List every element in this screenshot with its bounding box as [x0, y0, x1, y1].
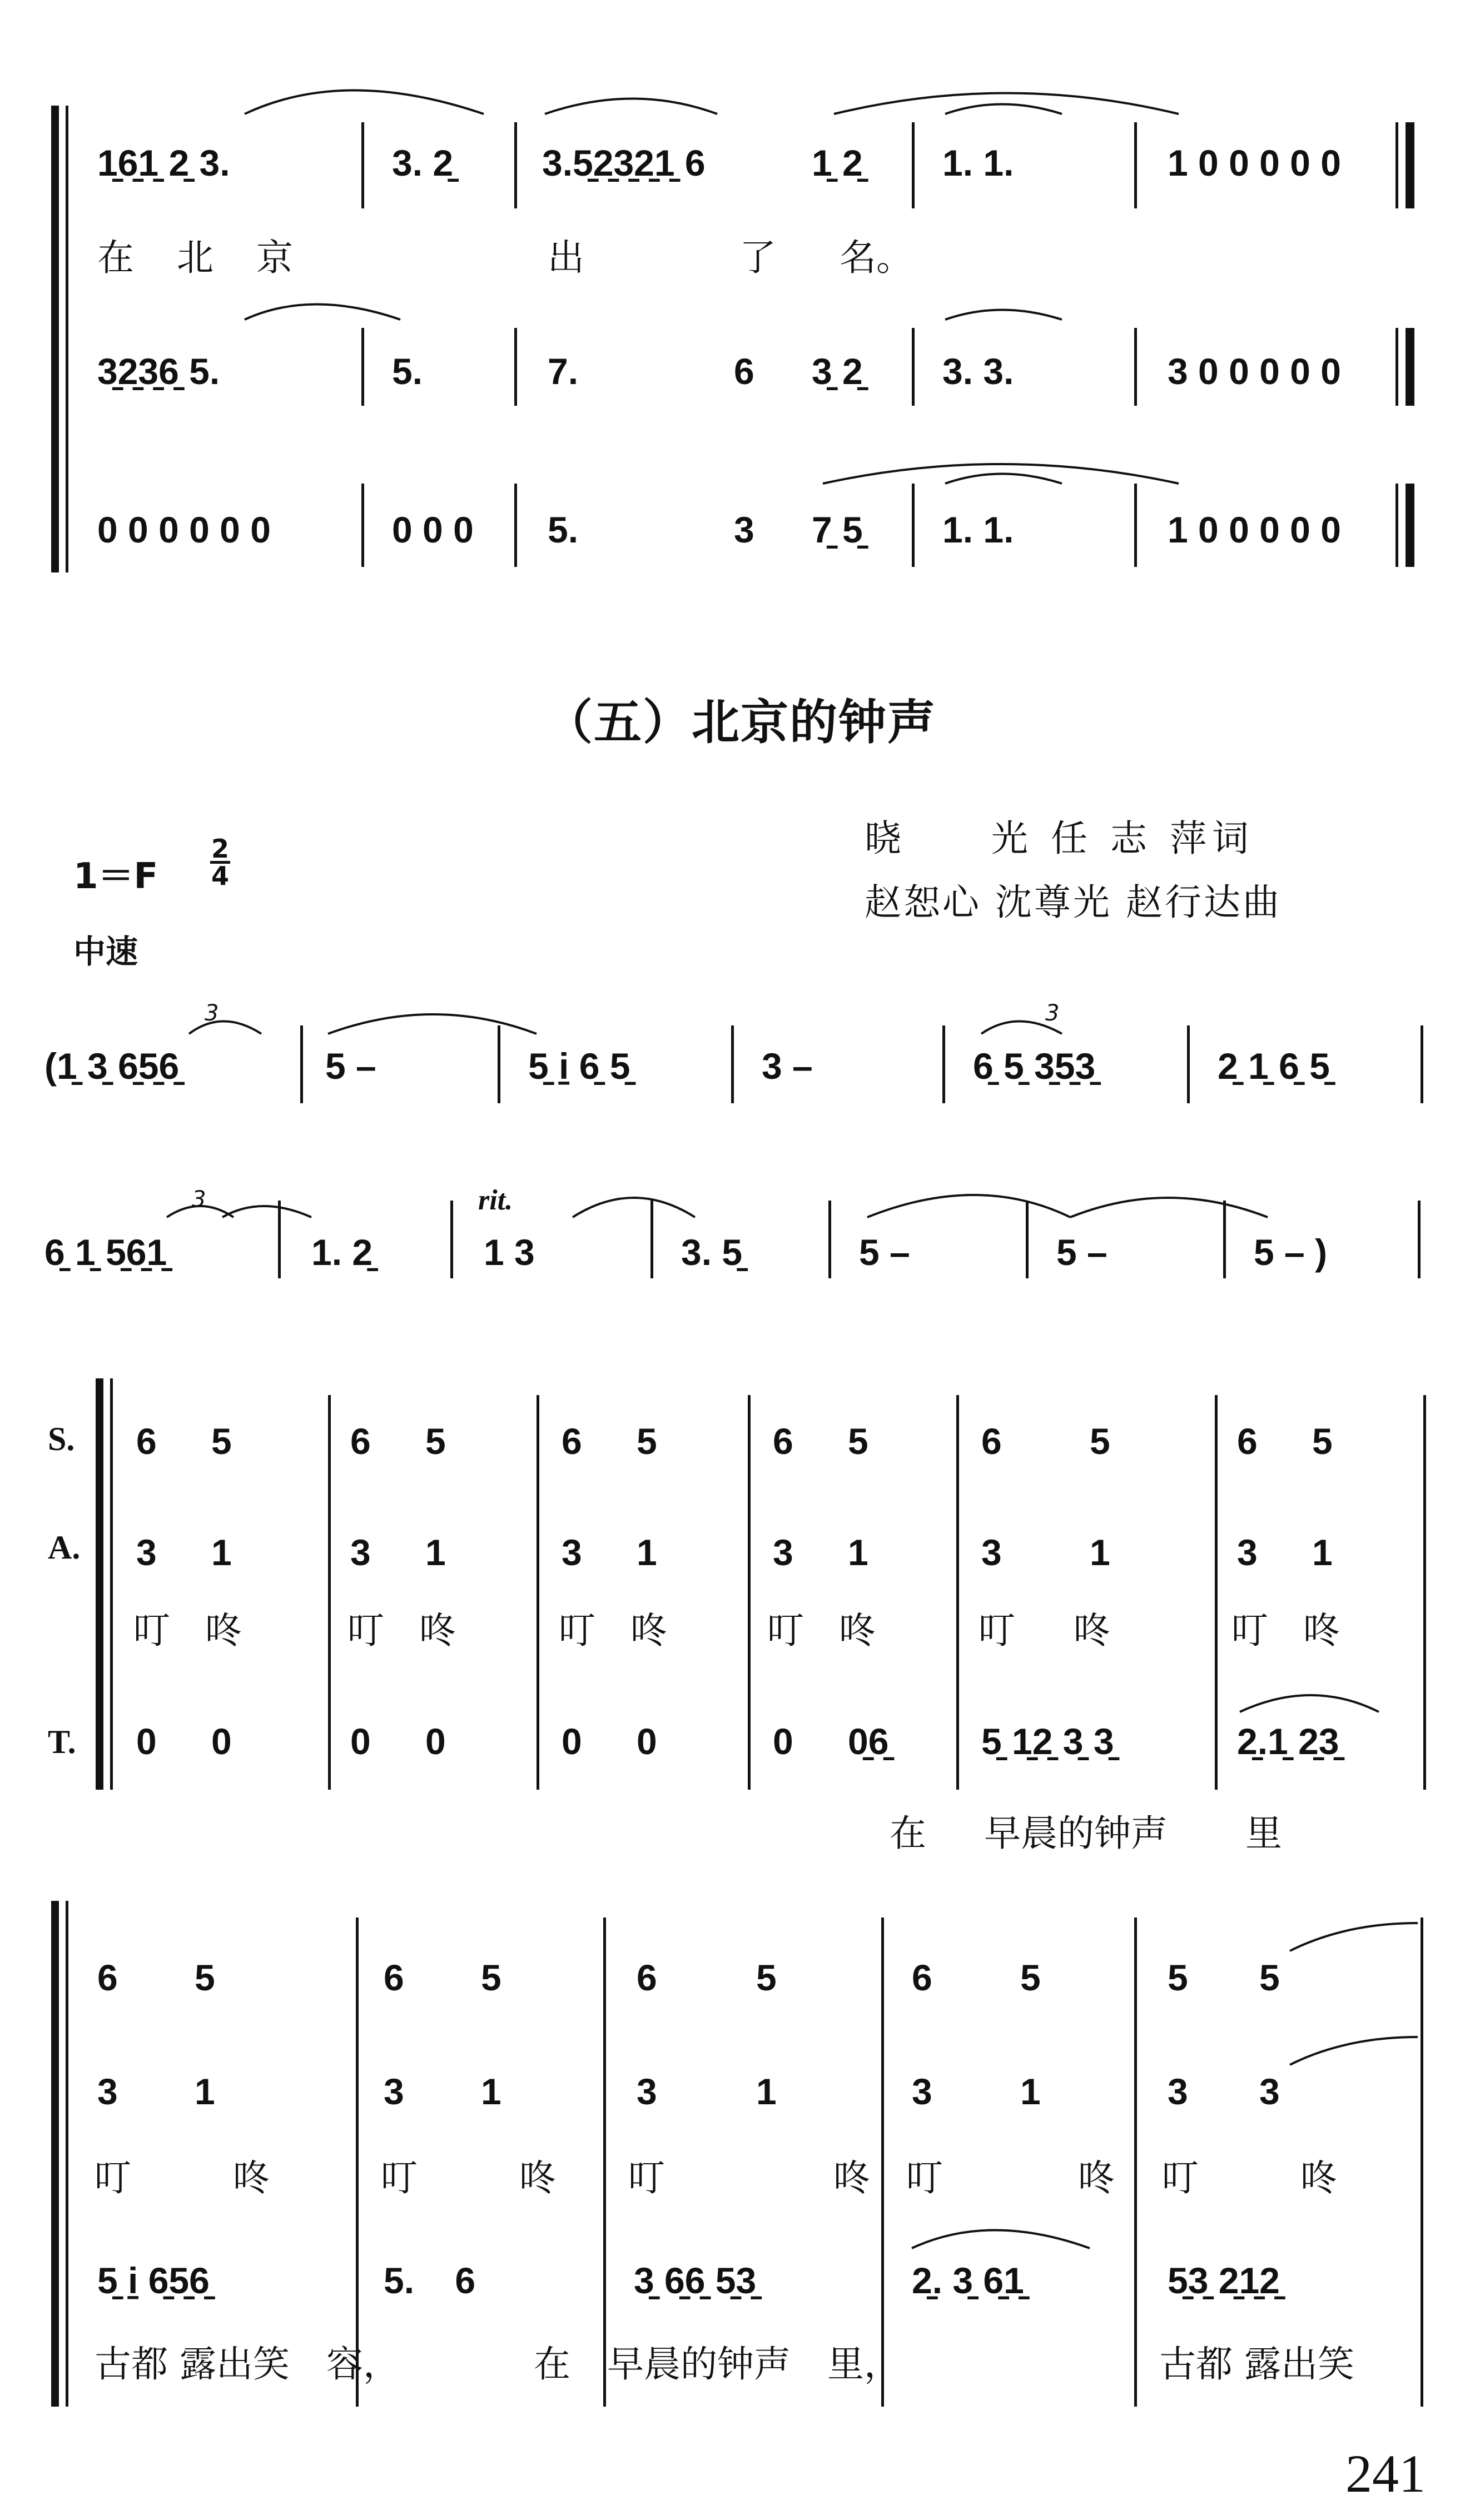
soprano-notes: 6 5 — [1237, 1421, 1333, 1462]
alto-notes: 3 1 — [773, 1532, 868, 1573]
page-number: 241 — [1345, 2444, 1426, 2503]
lyric: 名。 — [840, 236, 913, 279]
tenor-notes: 2̱.1̱ 2̱3̱ — [1237, 1721, 1339, 1762]
voice-label-alto: A. — [48, 1529, 81, 1566]
alto-notes: 3 1 — [912, 2071, 1041, 2112]
tenor-notes: 0 0 — [562, 1721, 657, 1762]
tenor-notes: 5. 6 — [384, 2260, 476, 2301]
key-signature: 1＝F — [73, 856, 158, 897]
tie — [1290, 1923, 1418, 1951]
measure-notes: 1 0 0 0 0 0 — [1168, 509, 1341, 550]
soprano-notes: 6 5 — [384, 1957, 501, 1998]
measure-notes: 6 — [734, 351, 754, 392]
slur — [1240, 1695, 1379, 1712]
measure-notes: 5 – — [859, 1232, 910, 1273]
measure-notes: 5. — [548, 509, 579, 550]
measure-notes: 5. — [392, 351, 423, 392]
alto-lyrics: 叮 咚 — [979, 1609, 1110, 1652]
measure-notes: 7̱ 5̱ — [812, 509, 863, 550]
alto-notes: 3 1 — [981, 1532, 1110, 1573]
lyric: 出 — [548, 236, 584, 279]
tenor-notes: 5̱ 1̱2̱ 3̱ 3̱ — [981, 1721, 1114, 1762]
tenor-notes: 2̱. 3̱ 6̱1̱ — [912, 2260, 1024, 2301]
tenor-lyrics: 在 早晨的钟声 里， — [534, 2343, 901, 2385]
measure-notes: 0 0 0 0 0 0 — [97, 509, 271, 550]
alto-lyrics: 叮 咚 — [133, 1609, 242, 1652]
voice-label-tenor: T. — [48, 1724, 76, 1760]
triplet-mark: 3 — [192, 1187, 206, 1212]
lyric: 了 — [739, 236, 776, 279]
alto-lyrics: 叮 咚 — [347, 1609, 456, 1652]
measure-notes: 5 – ) — [1254, 1232, 1328, 1273]
alto-notes: 3 1 — [350, 1532, 446, 1573]
lyric: 在 北 京 — [97, 236, 309, 279]
soprano-notes: 6 5 — [136, 1421, 232, 1462]
alto-lyrics: 叮 咚 — [906, 2157, 1115, 2199]
soprano-notes: 6 5 — [773, 1421, 868, 1462]
tenor-lyrics: 早晨的钟声 — [984, 1812, 1168, 1855]
tie — [1290, 2037, 1418, 2065]
alto-lyrics: 叮 咚 — [628, 2157, 870, 2199]
alto-notes: 3 1 — [637, 2071, 777, 2112]
measure-notes: 0 0 0 — [392, 509, 474, 550]
soprano-notes: 5 5 — [1168, 1957, 1280, 1998]
measure-notes: 6̱ 5̱ 3̱5̱3̱ — [973, 1045, 1096, 1087]
alto-notes: 3 1 — [562, 1532, 657, 1573]
measure-notes: 1̱6̱1̱ 2̱ 3. — [97, 142, 230, 183]
alto-lyrics: 叮 咚 — [95, 2157, 270, 2199]
triplet-mark: 3 — [205, 1000, 219, 1026]
measure-notes: 5̱ i̱ 6̱ 5̱ — [528, 1045, 630, 1087]
alto-notes: 3 1 — [136, 1532, 232, 1573]
ritardando-mark: rit. — [478, 1184, 513, 1216]
measure-notes: 1 0 0 0 0 0 — [1168, 142, 1341, 183]
measure-notes: 7. — [548, 351, 579, 392]
tenor-lyrics: 古都 露出笑 容， — [95, 2343, 400, 2385]
measure-notes: 3 0 0 0 0 0 — [1168, 351, 1341, 392]
time-top: 2 — [211, 834, 229, 864]
soprano-notes: 6 5 — [981, 1421, 1110, 1462]
measure-notes: 1. 1. — [942, 142, 1014, 183]
soprano-notes: 6 5 — [97, 1957, 215, 1998]
measure-notes: 3. 2̱ — [392, 142, 454, 183]
measure-notes: 1. 2̱ — [311, 1232, 373, 1273]
tenor-notes: 0 0 — [350, 1721, 446, 1762]
measure-notes: 1̱ 2̱ — [812, 142, 863, 183]
tenor-notes: 5̱3̱ 2̱1̱2̱ — [1168, 2260, 1280, 2301]
slur — [912, 2230, 1090, 2249]
alto-lyrics: 叮 咚 — [559, 1609, 667, 1652]
measure-notes: 5 – — [325, 1045, 376, 1087]
triplet-mark: 3 — [1045, 1000, 1060, 1026]
measure-notes: 3. 3. — [942, 351, 1014, 392]
alto-lyrics: 叮 咚 — [381, 2157, 556, 2199]
alto-lyrics: 叮 咚 — [1231, 1609, 1340, 1652]
alto-notes: 3 1 — [97, 2071, 215, 2112]
tenor-notes: 5̱ i̱ 6̱5̱6̱ — [97, 2260, 210, 2301]
tempo-marking: 中速 — [73, 933, 138, 970]
measure-notes: (1̱ 3̱ 6̱5̱6̱ — [44, 1045, 180, 1087]
measure-notes: 3 – — [762, 1045, 813, 1087]
alto-lyrics: 叮 咚 — [1162, 2157, 1337, 2199]
soprano-notes: 6 5 — [562, 1421, 657, 1462]
measure-notes: 3̱ 2̱ — [812, 351, 863, 392]
measure-notes: 3̱2̱3̱6̱ 5. — [97, 351, 220, 392]
measure-notes: 2̱ 1̱ 6̱ 5̱ — [1218, 1045, 1330, 1087]
tenor-notes: 0 0̱6̱ — [773, 1721, 889, 1762]
alto-lyrics: 叮 咚 — [767, 1609, 876, 1652]
tenor-lyrics: 古都 露出笑 — [1159, 2343, 1354, 2385]
tenor-notes: 3̱ 6̱6̱ 5̱3̱ — [634, 2260, 757, 2301]
measure-notes: 6̱ 1̱ 5̱6̱1̱ — [44, 1232, 167, 1273]
measure-notes: 3 — [734, 509, 754, 550]
tenor-lyrics: 在 — [890, 1812, 926, 1855]
soprano-notes: 6 5 — [350, 1421, 446, 1462]
composer-credit: 赵恕心 沈尊光 赵行达曲 — [865, 881, 1282, 924]
lyricist-credit: 晓 光 任 志 萍词 — [865, 817, 1254, 860]
alto-notes: 3 1 — [384, 2071, 501, 2112]
voice-label-soprano: S. — [48, 1421, 75, 1457]
measure-notes: 3.5̱2̱3̱2̱1̱ 6 — [542, 142, 706, 183]
measure-notes: 5 – — [1056, 1232, 1108, 1273]
measure-notes: 1 3 — [484, 1232, 535, 1273]
soprano-notes: 6 5 — [912, 1957, 1041, 1998]
tenor-notes: 0 0 — [136, 1721, 232, 1762]
alto-notes: 3 3 — [1168, 2071, 1280, 2112]
page-title: （五）北京的钟声 — [545, 694, 936, 750]
time-bottom: 4 — [211, 861, 229, 891]
measure-notes: 1. 1. — [942, 509, 1014, 550]
soprano-notes: 6 5 — [637, 1957, 777, 1998]
measure-notes: 3. 5̱ — [681, 1232, 743, 1273]
tenor-lyrics: 里 — [1245, 1812, 1282, 1855]
alto-notes: 3 1 — [1237, 1532, 1333, 1573]
